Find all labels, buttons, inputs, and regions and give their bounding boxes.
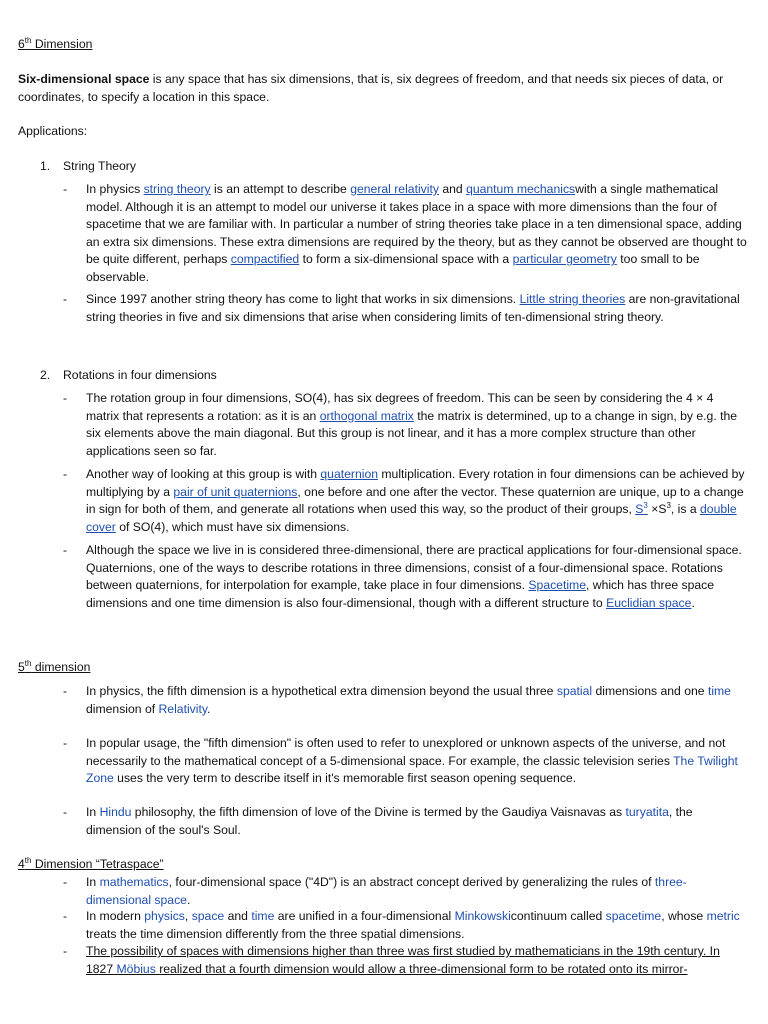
term-metric[interactable]: metric bbox=[706, 909, 740, 923]
term-physics[interactable]: physics bbox=[144, 909, 185, 923]
link-pair-of-unit-quaternions[interactable]: pair of unit quaternions bbox=[173, 484, 298, 499]
link-particular-geometry[interactable]: particular geometry bbox=[512, 252, 617, 267]
link-spacetime[interactable]: Spacetime bbox=[528, 578, 586, 593]
link-string-theory[interactable]: string theory bbox=[143, 182, 211, 196]
link-s3[interactable]: $S^3$ bbox=[635, 501, 648, 517]
term-time-4d[interactable]: time bbox=[251, 909, 275, 923]
fourth-bullet-1: - In mathematics, four-dimensional space ("4D") is an abstract concept derived by generalizing the rules of three-dimensional space. bbox=[63, 875, 687, 907]
link-quaternion[interactable]: quaternion bbox=[320, 467, 379, 481]
sixth-intro-paragraph: Six-dimensional space is any space that has six dimensions, that is, six degrees of freedom, and that needs six pieces of data, or coordinates, to specify a location in this space. bbox=[18, 72, 724, 104]
link-general-relativity[interactable]: general relativity bbox=[350, 182, 439, 196]
list-item-string-theory: 1. String Theory bbox=[40, 159, 136, 173]
link-orthogonal-matrix[interactable]: orthogonal matrix bbox=[319, 408, 414, 423]
intro-term: Six-dimensional space bbox=[18, 72, 150, 86]
term-turyatita[interactable]: turyatita bbox=[625, 805, 669, 819]
term-relativity[interactable]: Relativity bbox=[158, 701, 208, 716]
rotations-bullet-1: - The rotation group in four dimensions, SO(4), has six degrees of freedom. This can be seen by considering the 4 × 4 matrix that represents a rotation: as it is an orthogonal matrix the matrix is determined, up to a change in sign, by e.g. the six elements above the main diagonal. But this group is not linear, and it has a more complex structure than other applications seen so far. bbox=[63, 391, 738, 458]
link-little-string-theories[interactable]: Little string theories bbox=[519, 292, 626, 306]
term-spacetime[interactable]: spacetime bbox=[605, 909, 662, 923]
fourth-dimension-heading: 4th Dimension “Tetraspace” bbox=[18, 855, 164, 871]
fifth-bullet-2: - In popular usage, the "fifth dimension" is often used to refer to unexplored or unknown aspects of the universe, and not necessarily to the mathematical concept of a 5-dimensional space. For example, the classic television series The Twilight Zone uses the very term to describe itself in it's memorable first season opening sequence. bbox=[63, 736, 738, 786]
link-compactified[interactable]: compactified bbox=[230, 252, 300, 267]
string-theory-bullet-2: - Since 1997 another string theory has come to light that works in six dimensions. Little string theories are non-gravitational string theories in five and six dimensions that arise when considering limits of ten-dimensional string theory. bbox=[63, 292, 740, 324]
fourth-bullet-3: - The possibility of spaces with dimensions higher than three was first studied by mathematicians in the 19th century. In 1827 Möbius realized that a fourth dimension would allow a three-dimensional form to be rotated onto its mirror- bbox=[63, 944, 720, 976]
term-mobius[interactable]: Möbius bbox=[116, 961, 156, 976]
sixth-dimension-heading: 6th Dimension bbox=[18, 35, 93, 51]
string-theory-bullet-1: - In physics string theory is an attempt to describe general relativity and quantum mechanicswith a single mathematical model. Although it is an attempt to model our universe it takes place in a space with more dimensions than the four of spacetime that we are familiar with. In particular a number of string theories take place in a ten dimensional space, adding an extra six dimensions. These extra dimensions are required by the theory, but as they cannot be observed are thought to be quite different, perhaps compactified to form a six-dimensional space with a particular geometry too small to be observable. bbox=[63, 182, 747, 284]
term-time[interactable]: time bbox=[707, 684, 731, 698]
fifth-bullet-3: - In Hindu philosophy, the fifth dimension of love of the Divine is termed by the Gaudiya Vaisnavas as turyatita, the dimension of the soul's Soul. bbox=[63, 805, 693, 837]
term-three-dimensional-space[interactable]: three-dimensional space bbox=[86, 875, 687, 907]
applications-label: Applications: bbox=[18, 124, 88, 138]
link-euclidian-space[interactable]: Euclidian space bbox=[606, 595, 692, 610]
term-minkowski[interactable]: Minkowski bbox=[454, 909, 511, 923]
term-twilight-zone[interactable]: The Twilight Zone bbox=[86, 753, 738, 786]
term-hindu[interactable]: Hindu bbox=[99, 805, 132, 819]
rotations-bullet-2: - Another way of looking at this group is with quaternion multiplication. Every rotation in four dimensions can be achieved by multiplying by a pair of unit quaternions, one before and one after the vector. These quaternion are unique, up to a change in sign for both of them, and generate all rotations when used this way, so the product of their groups, $S^3 \times S^3$, is a double cover of SO(4), which must have six dimensions. bbox=[63, 467, 745, 534]
list-item-rotations: 2. Rotations in four dimensions bbox=[40, 368, 217, 382]
fourth-bullet-2: - In modern physics, space and time are unified in a four-dimensional Minkowskicontinuum called spacetime, whose metric treats the time dimension differently from the three spatial dimensions. bbox=[63, 909, 740, 941]
link-quantum-mechanics[interactable]: quantum mechanics bbox=[466, 182, 576, 196]
fifth-dimension-heading: 5th dimension bbox=[18, 658, 91, 674]
term-spatial[interactable]: spatial bbox=[556, 684, 593, 698]
rotations-bullet-3: - Although the space we live in is considered three-dimensional, there are practical applications for four-dimensional space. Quaternions, one of the ways to describe rotations in three dimensions, consist of a four-dimensional space. Rotations between quaternions, for interpolation for example, take place in four dimensions. Spacetime, which has three space dimensions and one time dimension is also four-dimensional, though with a different structure to Euclidian space. bbox=[63, 543, 742, 610]
term-space[interactable]: space bbox=[191, 909, 225, 923]
term-mathematics[interactable]: mathematics bbox=[99, 875, 169, 889]
link-double-cover[interactable]: double cover bbox=[86, 502, 737, 534]
fifth-bullet-1: - In physics, the fifth dimension is a hypothetical extra dimension beyond the usual three spatial dimensions and one time dimension of Relativity. bbox=[63, 684, 731, 716]
